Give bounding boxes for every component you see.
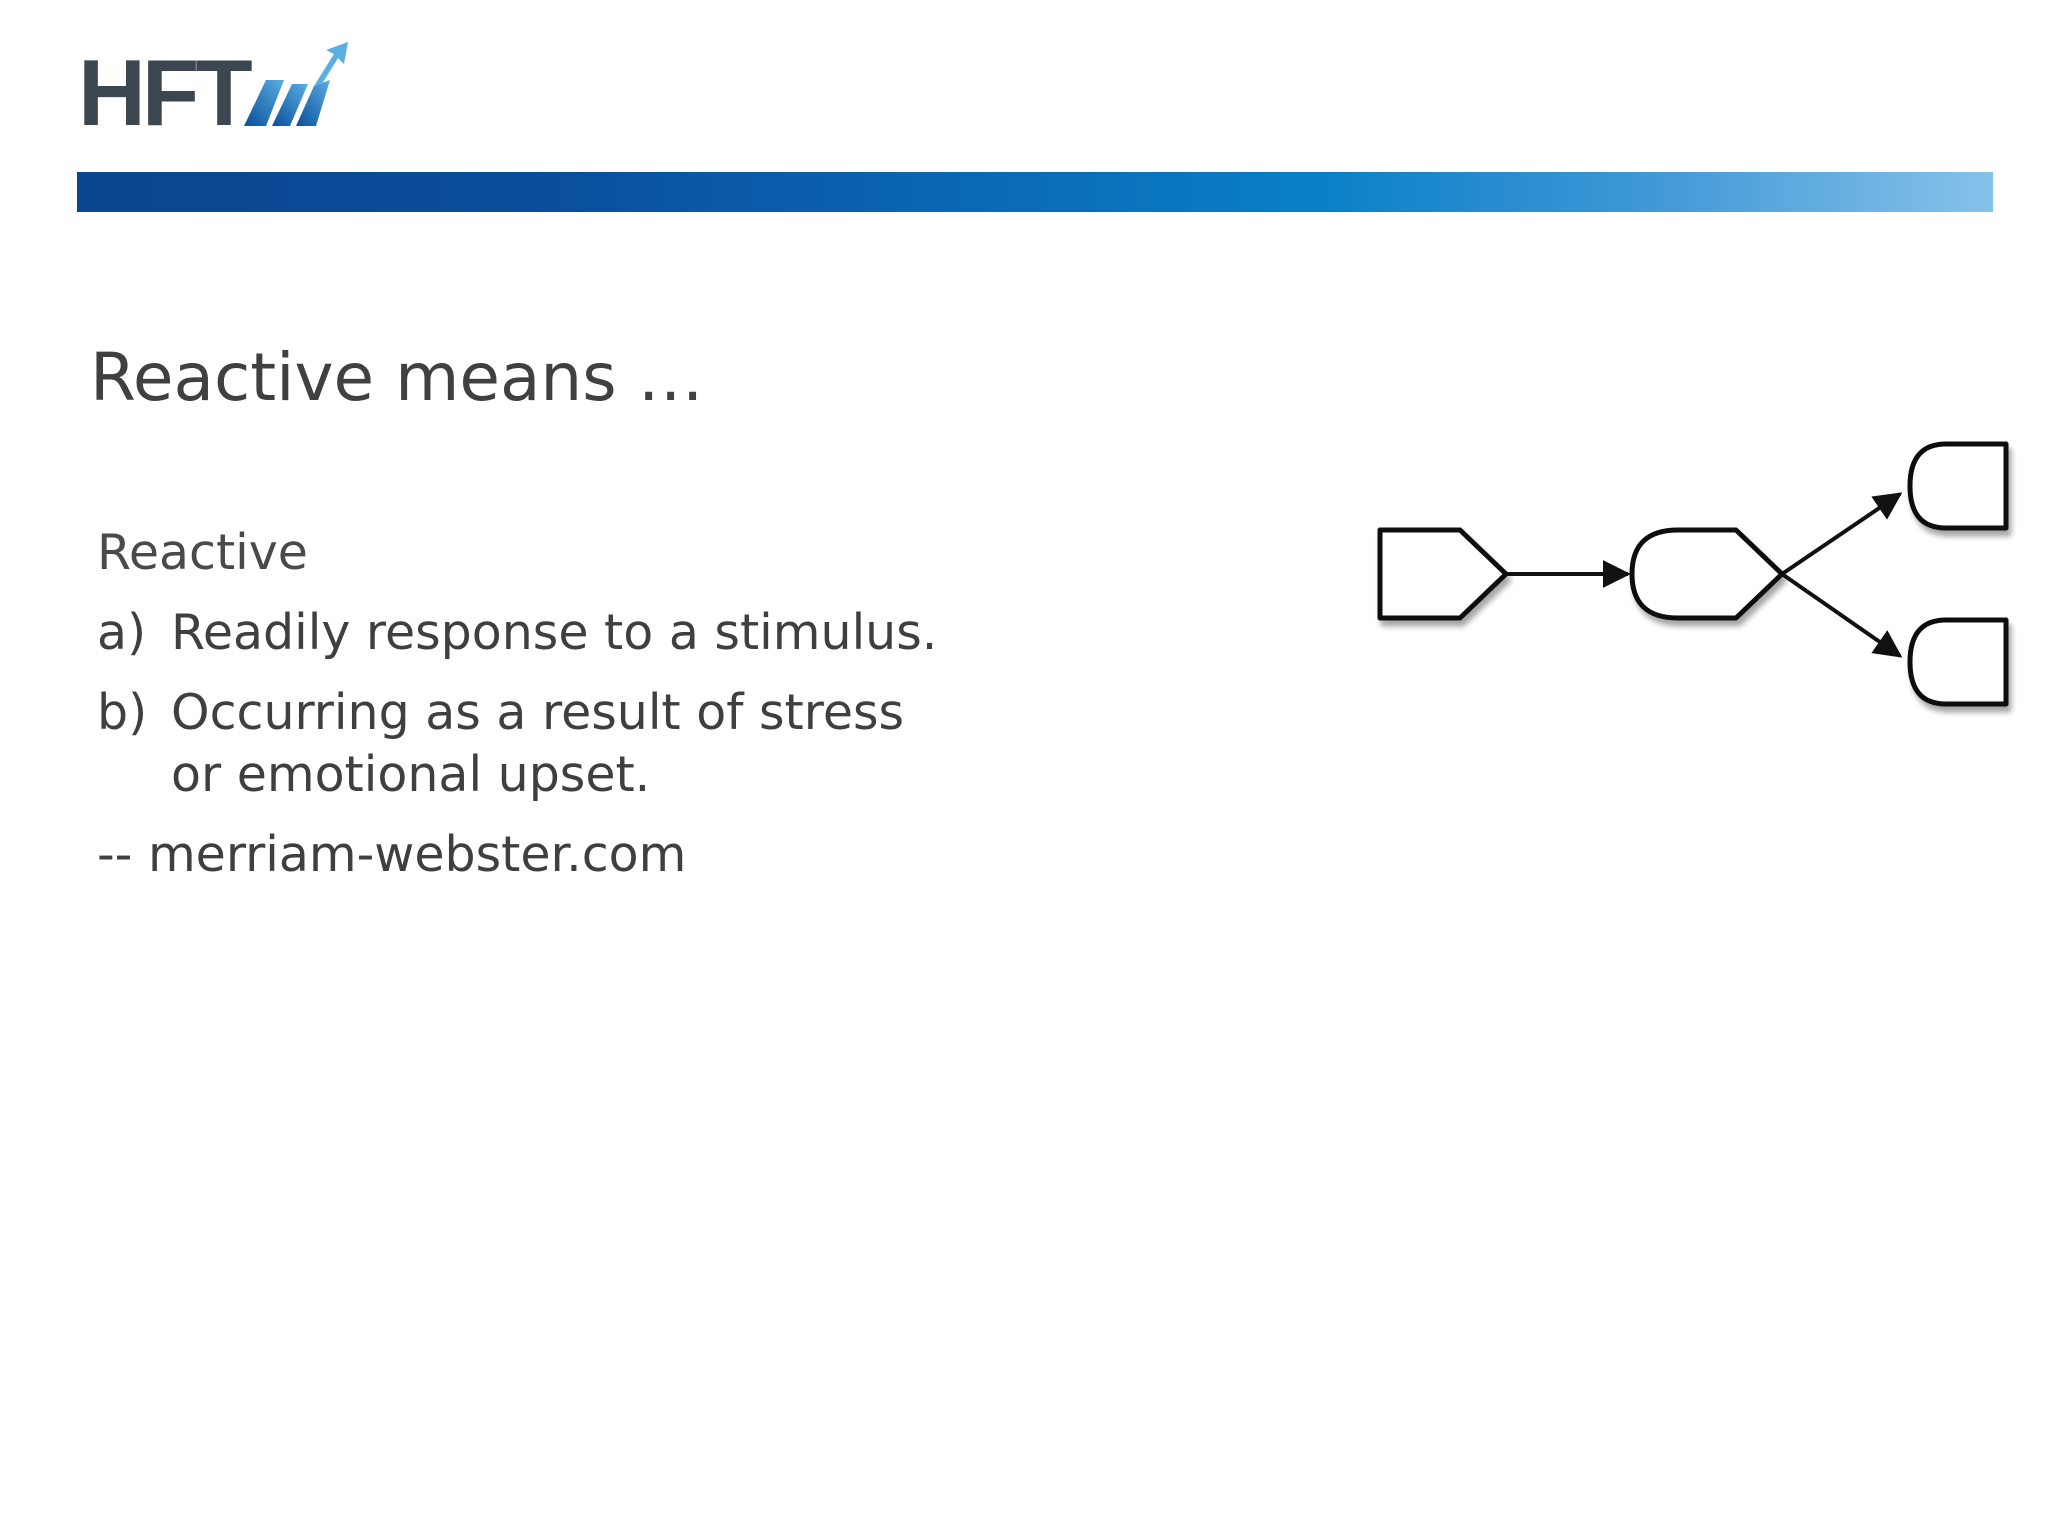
hft-logo [78,40,348,145]
node-processor [1632,530,1782,618]
edge-processor-sink-top [1782,494,1900,574]
node-sink-bottom [1910,620,2006,704]
node-source [1380,530,1506,618]
logo-text: HFT [78,40,249,145]
edge-processor-sink-bottom [1782,574,1900,656]
slide-title: Reactive means … [90,339,704,416]
definition-item-a [97,602,1297,664]
item-marker: a) [97,604,147,661]
item-text: Occurring as a result of stress [171,684,905,741]
rising-arrow-icon [238,40,350,132]
definition-item-b [97,682,1297,806]
definition-block [97,522,1297,904]
item-marker: b) [97,684,148,741]
item-text-continued: or emotional upset. [171,746,651,803]
item-text: Readily response to a stimulus. [171,604,938,661]
definition-headword: Reactive [97,524,308,581]
header-gradient-bar [77,172,1993,212]
definition-source: -- merriam-webster.com [97,826,687,883]
stream-diagram [1370,430,2030,730]
node-sink-top [1910,444,2006,528]
